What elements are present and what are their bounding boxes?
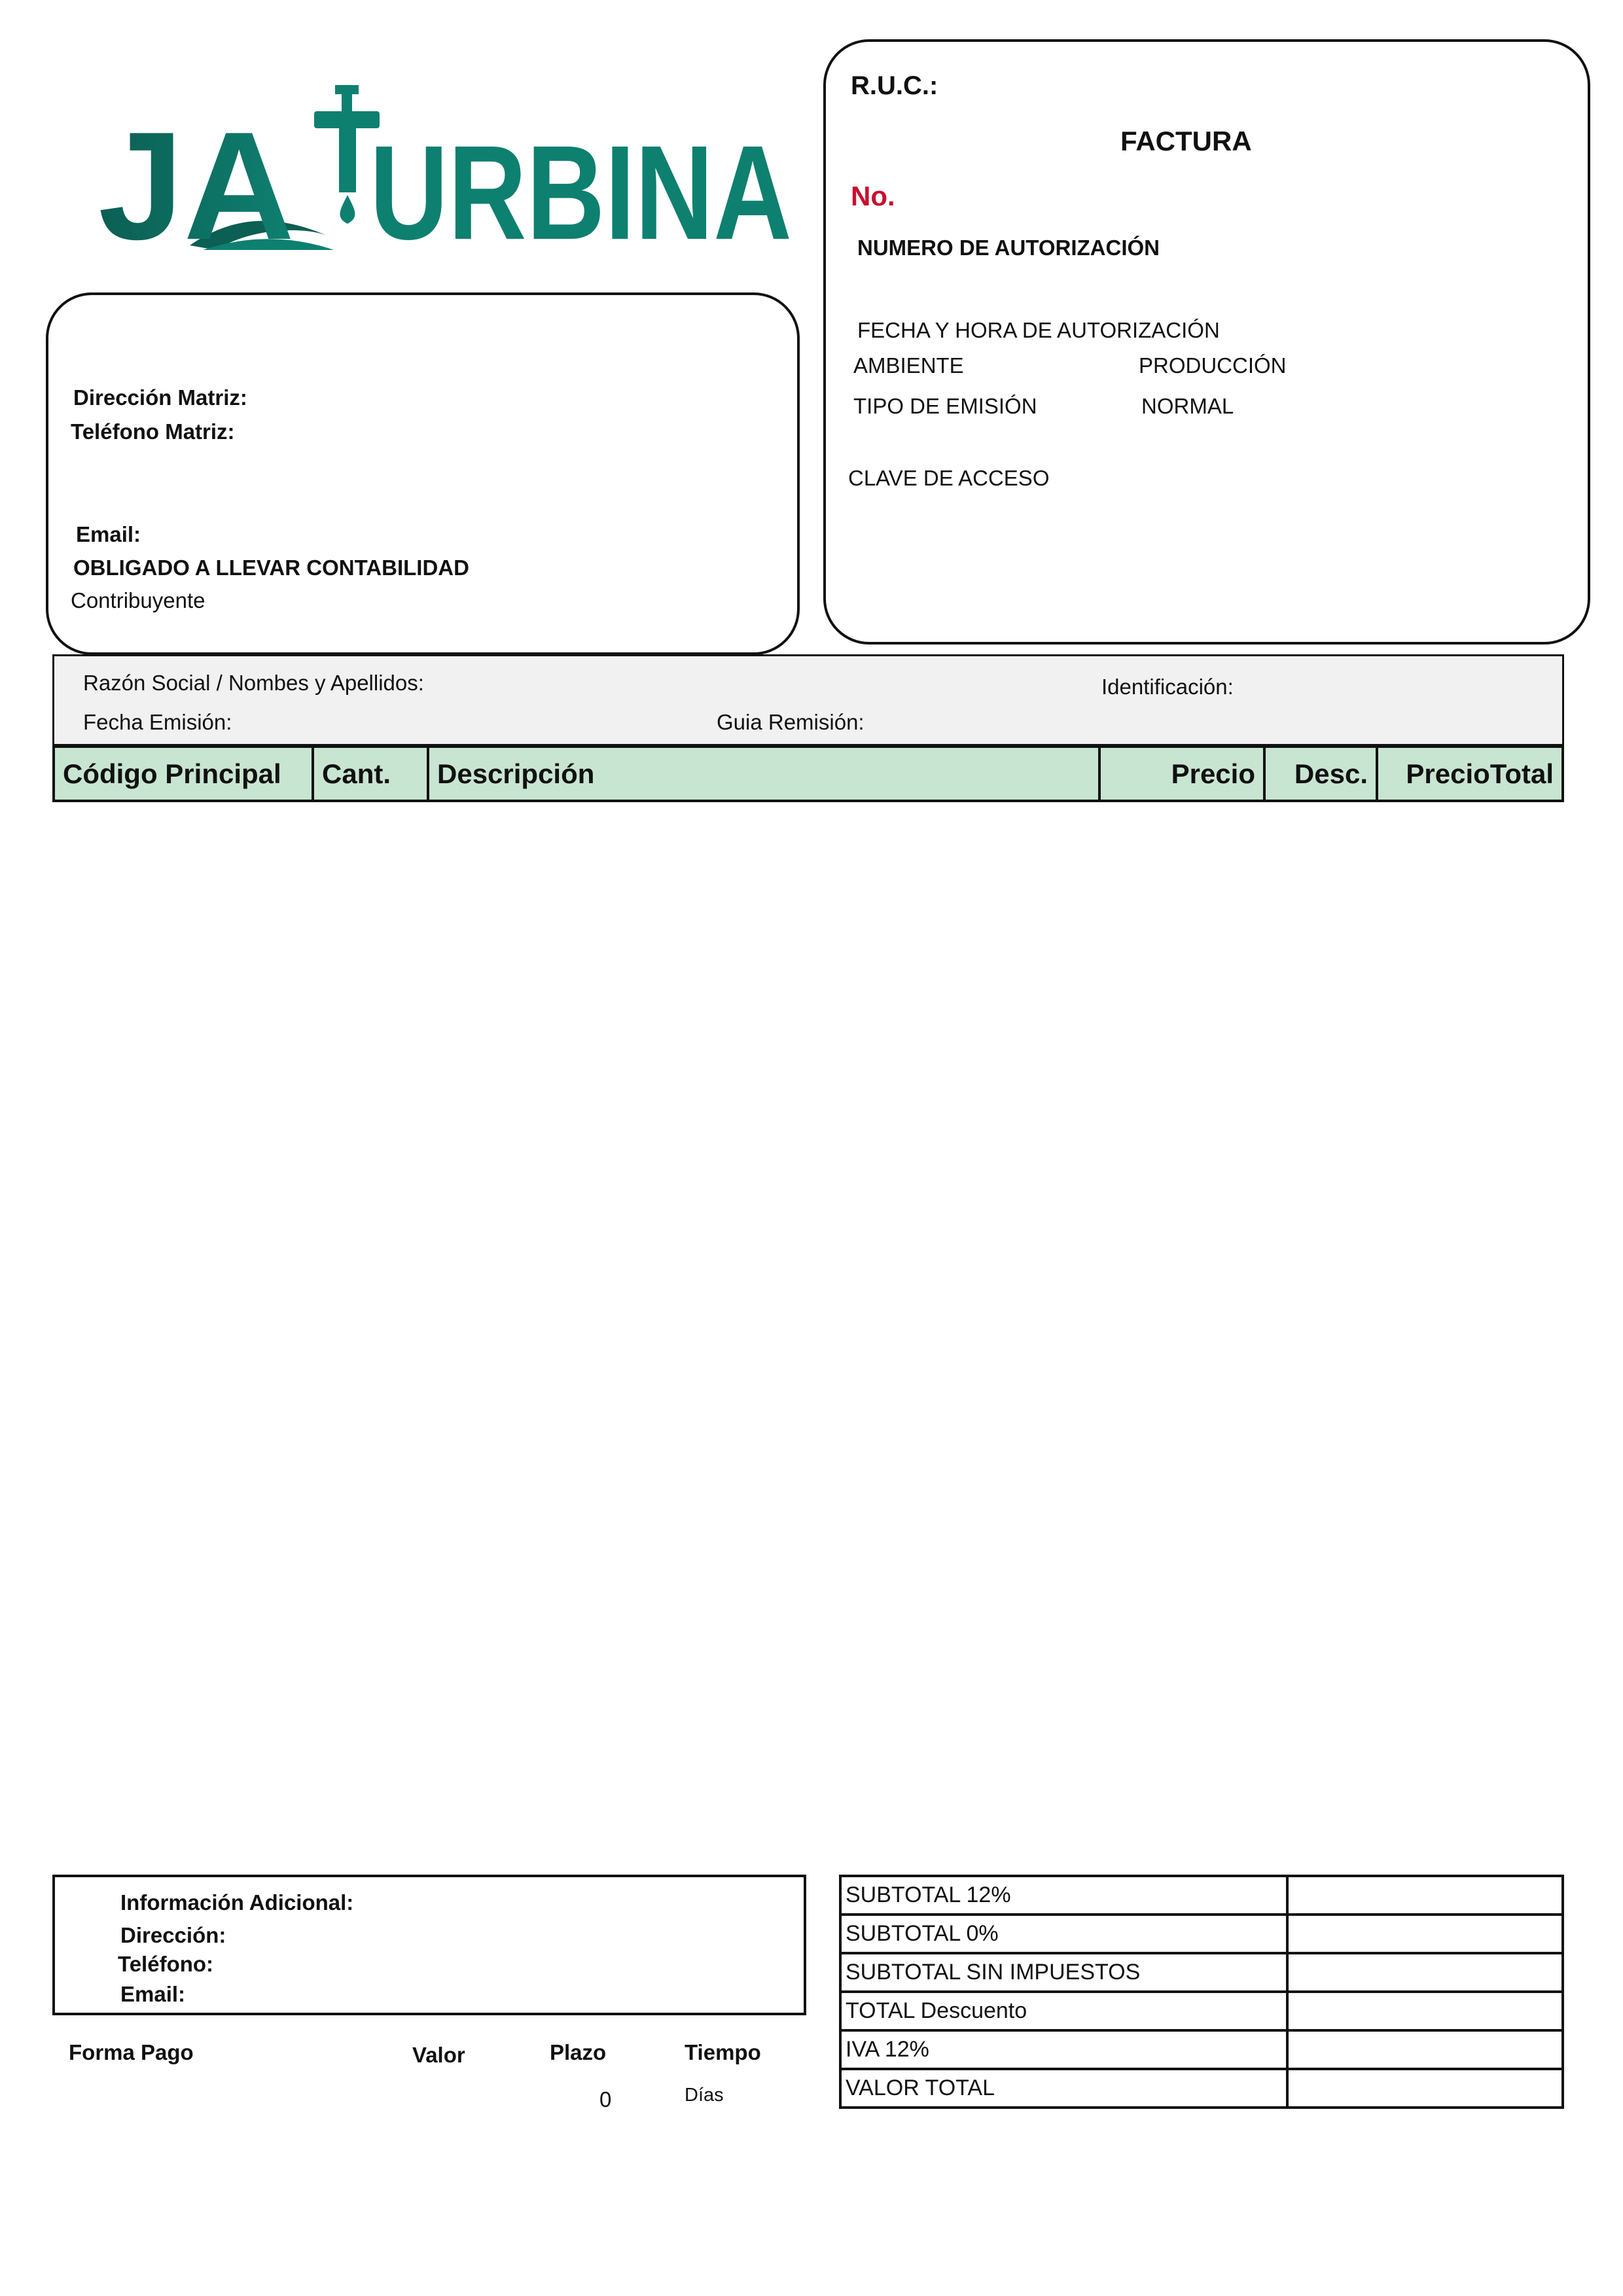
additional-info-title: Información Adicional: bbox=[120, 1890, 354, 1915]
column-header-code: Código Principal bbox=[55, 748, 314, 800]
totals-value bbox=[1287, 2030, 1563, 2069]
authorization-number-label: NUMERO DE AUTORIZACIÓN bbox=[857, 236, 1160, 260]
totals-label: SUBTOTAL SIN IMPUESTOS bbox=[840, 1953, 1287, 1992]
document-type: FACTURA bbox=[1120, 126, 1252, 156]
buyer-info-panel bbox=[52, 654, 1564, 746]
totals-value bbox=[1287, 2069, 1563, 2108]
invoice-number-label: No. bbox=[851, 181, 895, 211]
issuer-phone-label: Teléfono Matriz: bbox=[71, 419, 235, 444]
totals-value bbox=[1287, 1992, 1563, 2030]
totals-label: SUBTOTAL 12% bbox=[840, 1876, 1287, 1915]
totals-row bbox=[840, 2030, 1563, 2069]
buyer-name-label: Razón Social / Nombes y Apellidos: bbox=[83, 671, 424, 695]
totals-row bbox=[840, 1953, 1563, 1992]
payment-term-value: 0 bbox=[599, 2087, 612, 2111]
totals-row bbox=[840, 2069, 1563, 2108]
issuer-email-label: Email: bbox=[76, 522, 141, 546]
payment-term-label: Plazo bbox=[550, 2040, 607, 2064]
payment-method-label: Forma Pago bbox=[69, 2040, 194, 2064]
accounting-obligation-label: OBLIGADO A LLEVAR CONTABILIDAD bbox=[73, 556, 469, 580]
payment-value-label: Valor bbox=[412, 2043, 465, 2067]
column-header-total-price: PrecioTotal bbox=[1406, 758, 1554, 789]
totals-row bbox=[840, 1915, 1563, 1953]
buyer-id-label: Identificación: bbox=[1101, 675, 1234, 699]
totals-value bbox=[1287, 1915, 1563, 1953]
column-header-discount: Desc. bbox=[1266, 748, 1378, 800]
authorization-panel bbox=[823, 39, 1590, 645]
issuer-address-label: Dirección Matriz: bbox=[73, 385, 247, 410]
totals-row bbox=[840, 1876, 1563, 1915]
items-table-header bbox=[52, 745, 1564, 802]
totals-label: VALOR TOTAL bbox=[840, 2069, 1287, 2108]
totals-value bbox=[1287, 1953, 1563, 1992]
environment-label: AMBIENTE bbox=[853, 353, 964, 378]
additional-info-panel bbox=[52, 1875, 806, 2015]
column-header-quantity: Cant. bbox=[314, 748, 429, 800]
totals-row bbox=[840, 1992, 1563, 2030]
authorization-datetime-label: FECHA Y HORA DE AUTORIZACIÓN bbox=[857, 318, 1220, 342]
payment-time-label: Tiempo bbox=[685, 2040, 761, 2064]
column-header-price: Precio bbox=[1101, 748, 1266, 800]
ruc-label: R.U.C.: bbox=[851, 71, 938, 100]
additional-address-label: Dirección: bbox=[120, 1923, 226, 1947]
access-key-label: CLAVE DE ACCESO bbox=[848, 466, 1050, 490]
totals-label: SUBTOTAL 0% bbox=[840, 1915, 1287, 1953]
additional-email-label: Email: bbox=[120, 1982, 186, 2006]
totals-label: TOTAL Descuento bbox=[840, 1992, 1287, 2030]
totals-table bbox=[839, 1875, 1564, 2109]
taxpayer-label: Contribuyente bbox=[71, 588, 205, 612]
emission-type-label: TIPO DE EMISIÓN bbox=[853, 394, 1037, 418]
emission-type-value: NORMAL bbox=[1141, 394, 1234, 418]
remission-guide-label: Guia Remisión: bbox=[717, 710, 865, 734]
logo-text-urbina: URBINA bbox=[370, 118, 792, 255]
totals-value bbox=[1287, 1876, 1563, 1915]
column-header-description: Descripción bbox=[429, 748, 1101, 800]
company-logo bbox=[92, 79, 798, 255]
environment-value: PRODUCCIÓN bbox=[1139, 353, 1287, 378]
additional-phone-label: Teléfono: bbox=[118, 1952, 214, 1976]
issuer-panel bbox=[46, 292, 800, 655]
payment-time-value: Días bbox=[685, 2085, 724, 2106]
totals-label: IVA 12% bbox=[840, 2030, 1287, 2069]
logo-text-ja: JA bbox=[98, 99, 294, 255]
issue-date-label: Fecha Emisión: bbox=[83, 710, 232, 734]
